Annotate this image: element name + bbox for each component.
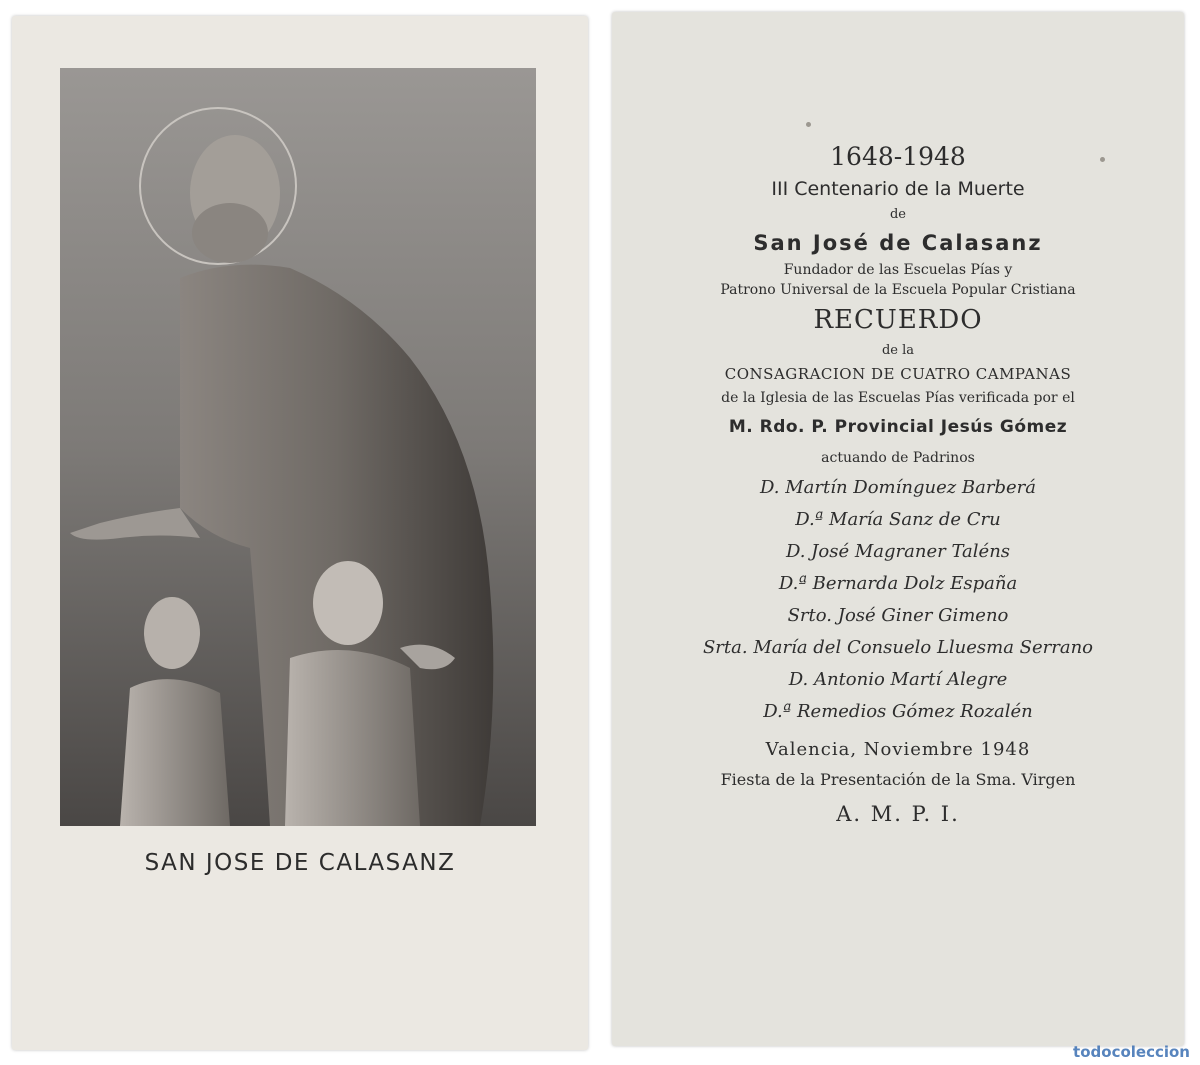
centenario: III Centenario de la Muerte bbox=[771, 178, 1025, 200]
padrinos-label: actuando de Padrinos bbox=[821, 450, 975, 466]
ampi-signature: A. M. P. I. bbox=[836, 802, 960, 826]
statue-illustration bbox=[60, 68, 536, 826]
recuerdo-heading: RECUERDO bbox=[813, 305, 983, 335]
years: 1648-1948 bbox=[830, 142, 966, 171]
padrino: D.ª Remedios Gómez Rozalén bbox=[763, 701, 1033, 722]
padrino: Srta. María del Consuelo Lluesma Serrano bbox=[702, 637, 1094, 658]
watermark-logo bbox=[1073, 1043, 1190, 1061]
de-la-line: de la bbox=[881, 343, 915, 358]
padrino: D.ª María Sanz de Cru bbox=[795, 509, 1001, 530]
statue-photo bbox=[60, 68, 536, 826]
place-date: Valencia, Noviembre 1948 bbox=[765, 739, 1031, 760]
prayer-card-front bbox=[12, 16, 588, 1050]
padrino: D.ª Bernarda Dolz España bbox=[778, 573, 1018, 594]
card-text bbox=[612, 140, 1184, 834]
front-caption: SAN JOSE DE CALASANZ bbox=[144, 850, 456, 876]
consagracion-line: CONSAGRACION DE CUATRO CAMPANAS bbox=[724, 365, 1072, 383]
pin-hole bbox=[806, 122, 811, 127]
padrino: D. Antonio Martí Alegre bbox=[788, 669, 1008, 690]
fiesta-line: Fiesta de la Presentación de la Sma. Virgen bbox=[720, 770, 1076, 789]
padrino: D. José Magraner Taléns bbox=[785, 541, 1011, 562]
de-line: de bbox=[889, 207, 906, 222]
saint-name: San José de Calasanz bbox=[753, 231, 1043, 255]
padrino: D. Martín Domínguez Barberá bbox=[759, 477, 1037, 498]
church-line: de la Iglesia de las Escuelas Pías verificada por el bbox=[721, 390, 1075, 406]
founder-line-2: Patrono Universal de la Escuela Popular Cristiana bbox=[720, 282, 1076, 298]
provincial-name: M. Rdo. P. Provincial Jesús Gómez bbox=[728, 417, 1068, 437]
watermark-text: todocoleccion bbox=[1073, 1043, 1190, 1061]
founder-line-1: Fundador de las Escuelas Pías y bbox=[783, 262, 1013, 278]
padrino: Srto. José Giner Gimeno bbox=[787, 605, 1009, 626]
prayer-card-back bbox=[612, 12, 1184, 1046]
